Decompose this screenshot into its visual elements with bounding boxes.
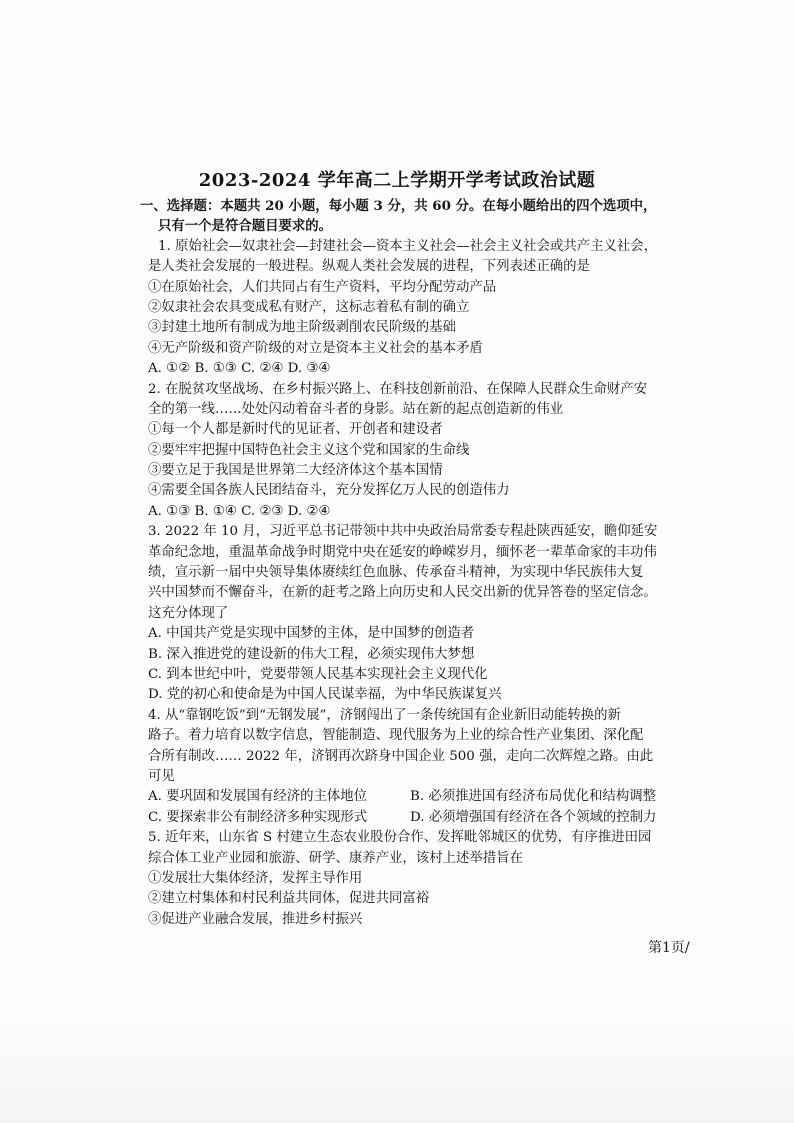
question-3-choice-d: D. 党的初心和使命是为中国人民谋幸福，为中华民族谋复兴 — [148, 687, 502, 703]
question-2-item-4: ④需要全国各族人民团结奋斗，充分发挥亿万人民的创造伟力 — [148, 483, 510, 499]
question-5-item-3: ③促进产业融合发展，推进乡村振兴 — [148, 911, 363, 927]
question-3-stem-cont: 革命纪念地，重温革命战争时期党中央在延安的峥嵘岁月，缅怀老一辈革命家的丰功伟 — [148, 544, 657, 560]
question-2-stem-cont: 全的第一线……处处闪动着奋斗者的身影。站在新的起点创造新的伟业 — [148, 401, 564, 417]
question-5-stem-cont: 综合体工业产业园和旅游、研学、康养产业，该村上述举措旨在 — [148, 850, 523, 866]
question-1-item-4: ④无产阶级和资产阶级的对立是资本主义社会的基本矛盾 — [148, 340, 483, 356]
question-1-item-2: ②奴隶社会农具变成私有财产，这标志着私有制的确立 — [148, 299, 470, 315]
question-1-stem-cont: 是人类社会发展的一般进程。纵观人类社会发展的进程，下列表述正确的是 — [148, 259, 590, 275]
question-4-choice-d: D. 必须增强国有经济在各个领域的控制力 — [410, 809, 657, 825]
question-4-stem-cont: 合所有制改…… 2022 年，济钢再次跻身中国企业 500 强，走向二次辉煌之路。由此 — [148, 748, 654, 764]
page-title: 2023-2024 学年高二上学期开学考试政治试题 — [198, 170, 596, 191]
question-5-item-2: ②建立村集体和村民利益共同体，促进共同富裕 — [148, 891, 430, 907]
scan-shadow — [0, 1010, 794, 1123]
question-5-stem: 5. 近年来，山东省 S 村建立生态农业股份合作、发挥毗邻城区的优势，有序推进田园 — [148, 830, 652, 846]
question-3-stem-cont: 兴中国梦而不懈奋斗，在新的赶考之路上向历史和人民交出新的优异答卷的坚定信念。 — [148, 585, 657, 601]
question-1-stem: 1. 原始社会—奴隶社会—封建社会—资本主义社会—社会主义社会或共产主义社会， — [158, 238, 658, 254]
exam-content — [140, 196, 715, 930]
question-4-choice-a: A. 要巩固和发展国有经济的主体地位 — [148, 789, 368, 805]
question-1-item-1: ①在原始社会，人们共同占有生产资料，平均分配劳动产品 — [148, 279, 497, 295]
question-3-choice-b: B. 深入推进党的建设新的伟大工程，必须实现伟大梦想 — [148, 646, 475, 662]
question-2-item-2: ②要牢牢把握中国特色社会主义这个党和国家的生命线 — [148, 442, 470, 458]
question-3-choice-c: C. 到本世纪中叶，党要带领人民基本实现社会主义现代化 — [148, 666, 488, 682]
question-3-choice-a: A. 中国共产党是实现中国梦的主体，是中国梦的创造者 — [148, 626, 475, 642]
question-4-choices-row-1 — [140, 787, 715, 807]
question-4-choice-b: B. 必须推进国有经济布局优化和结构调整 — [410, 789, 656, 805]
question-3-stem-cont: 这充分体现了 — [148, 605, 229, 621]
question-2-stem: 2. 在脱贫攻坚战场、在乡村振兴路上、在科技创新前沿、在保障人民群众生命财产安 — [148, 381, 648, 397]
section-heading-cont: 只有一个是符合题目要求的。 — [158, 218, 333, 235]
section-heading: 一、选择题：本题共 20 小题，每小题 3 分，共 60 分。在每小题给出的四个选项中， — [140, 198, 657, 214]
question-3-stem: 3. 2022 年 10 月，习近平总书记带领中共中央政治局常委专程赴陕西延安，瞻仰延安 — [148, 524, 658, 540]
page-number: 第1页/ — [648, 940, 690, 956]
question-2-options: A. ①③ B. ①④ C. ②③ D. ②④ — [148, 503, 331, 519]
question-4-choice-c: C. 要探索非公有制经济多种实现形式 — [148, 809, 368, 825]
question-4-choices-row-2 — [140, 808, 715, 828]
question-1-item-3: ③封建土地所有制成为地主阶级剥削农民阶级的基础 — [148, 320, 456, 336]
question-1-options: A. ①② B. ①③ C. ②④ D. ③④ — [148, 361, 331, 377]
question-2-item-1: ①每一个人都是新时代的见证者、开创者和建设者 — [148, 422, 443, 438]
question-4-stem-cont: 可见 — [148, 768, 175, 784]
question-4-stem-cont: 路子。着力培育以数字信息，智能制造、现代服务为上业的综合性产业集团、深化配 — [148, 728, 644, 744]
question-4-stem: 4. 从“靠钢吃饭”到“无钢发展”，济钢闯出了一条传统国有企业新旧动能转换的新 — [148, 707, 621, 723]
question-2-item-3: ③要立足于我国是世界第二大经济体这个基本国情 — [148, 463, 443, 479]
question-5-item-1: ①发展壮大集体经济，发挥主导作用 — [148, 870, 363, 886]
question-3-stem-cont: 绩，宣示新一届中央领导集体赓续红色血脉、传承奋斗精神，为实现中华民族伟大复 — [148, 565, 644, 581]
